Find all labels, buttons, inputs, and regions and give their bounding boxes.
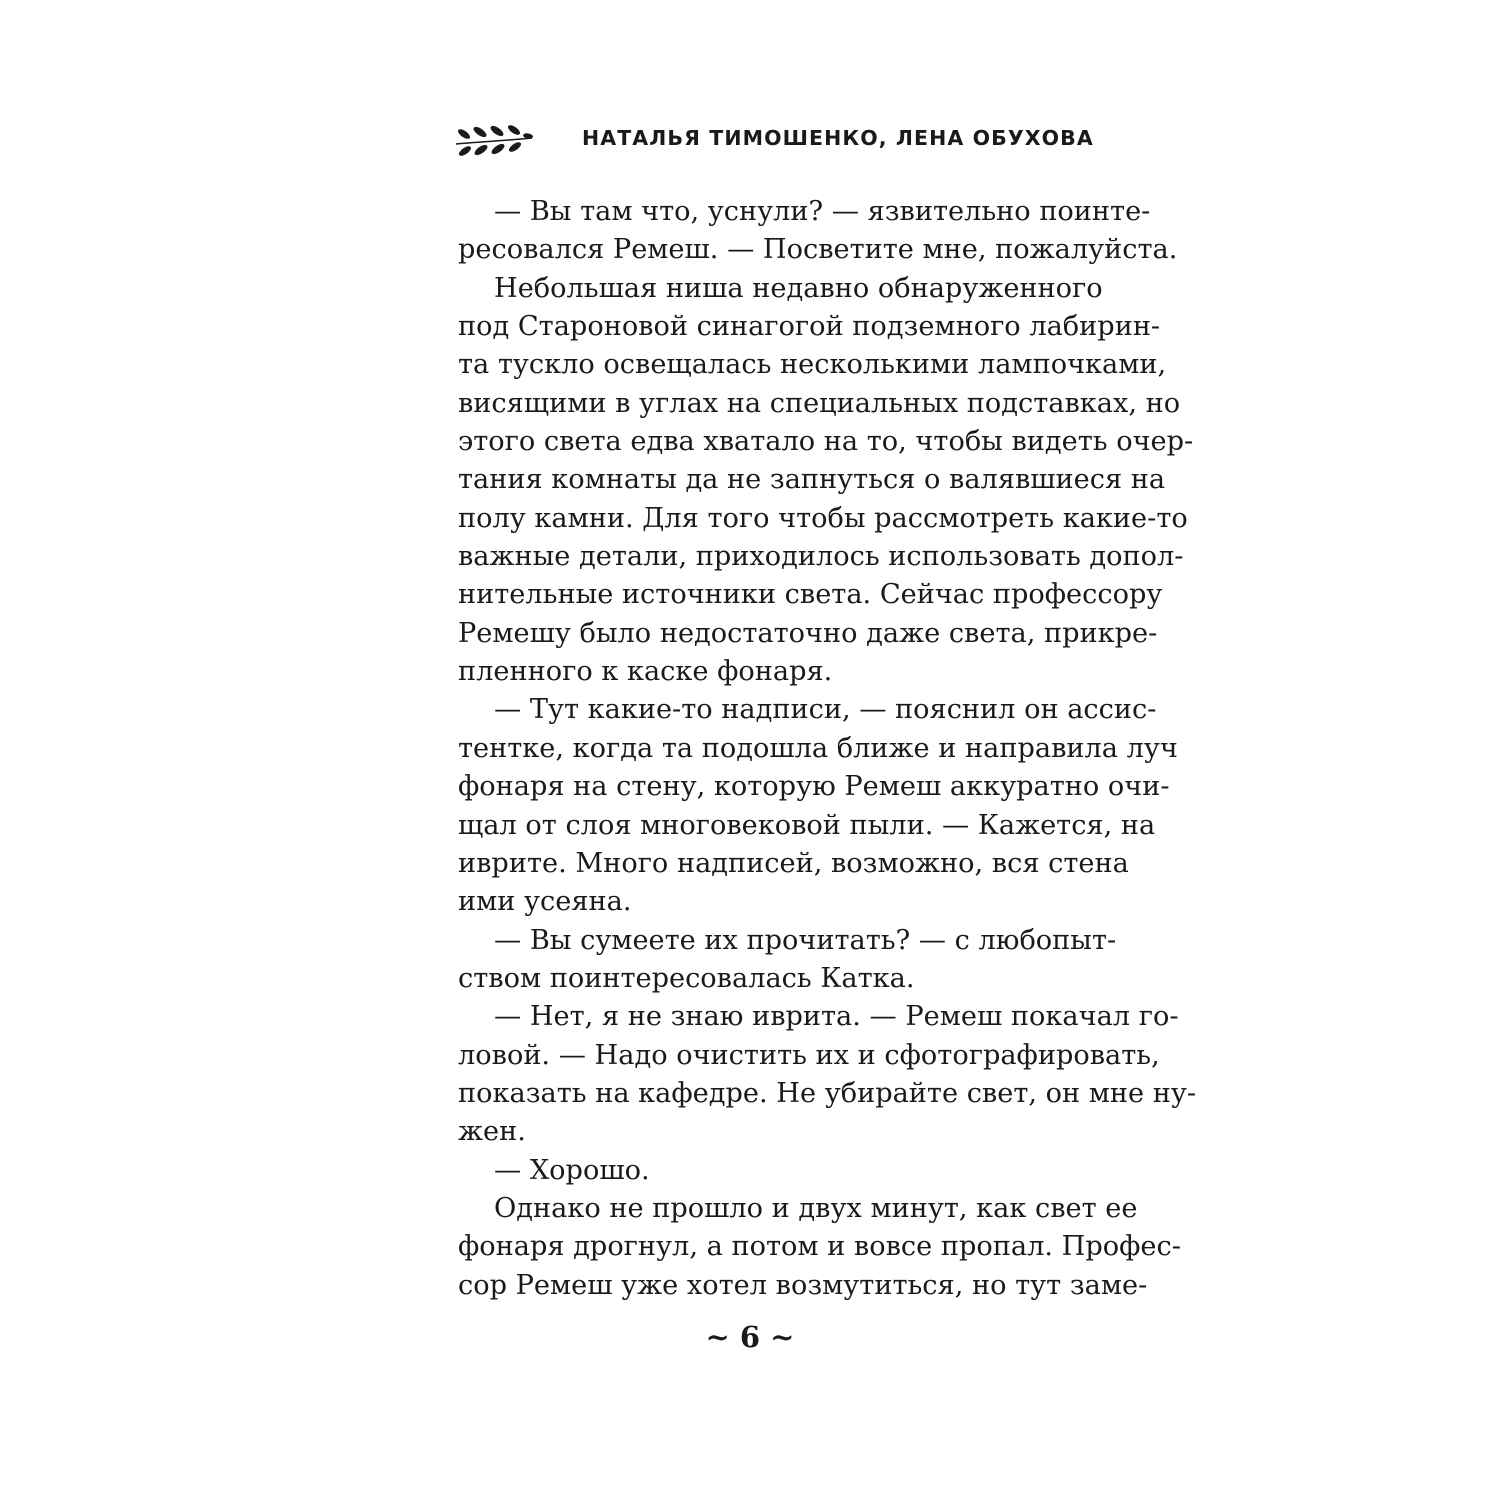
- text-line: ством поинтересовалась Катка.: [458, 962, 915, 994]
- text-line: фонаря на стену, которую Ремеш аккуратно очи-: [458, 771, 1170, 803]
- text-line: иврите. Много надписей, возможно, вся стена: [458, 847, 1129, 879]
- running-title: НАТАЛЬЯ ТИМОШЕНКО, ЛЕНА ОБУХОВА: [582, 126, 1094, 150]
- text-line: — Вы сумеете их прочитать? — с любопыт-: [494, 924, 1117, 956]
- text-line: тентке, когда та подошла ближе и направила луч: [458, 732, 1178, 764]
- text-line: под Староновой синагогой подземного лабирин-: [458, 311, 1161, 343]
- text-line: показать на кафедре. Не убирайте свет, он мне ну-: [458, 1077, 1197, 1109]
- text-line: ими усеяна.: [458, 886, 632, 918]
- page-number: ~ 6 ~: [705, 1320, 795, 1354]
- text-line: полу камни. Для того чтобы рассмотреть какие-то: [458, 502, 1188, 534]
- text-line: щал от слоя многовековой пыли. — Кажется, на: [458, 809, 1156, 841]
- text-line: Небольшая ниша недавно обнаруженного: [494, 272, 1103, 304]
- text-line: — Нет, я не знаю иврита. — Ремеш покачал го-: [494, 1001, 1179, 1033]
- text-line: Однако не прошло и двух минут, как свет ее: [494, 1192, 1138, 1224]
- text-line: нительные источники света. Сейчас профессору: [458, 579, 1163, 611]
- body-text: [458, 193, 1197, 1305]
- text-line: фонаря дрогнул, а потом и вовсе пропал. Профес-: [458, 1231, 1181, 1263]
- text-line: ресовался Ремеш. — Посветите мне, пожалуйста.: [458, 234, 1178, 266]
- text-line: тания комнаты да не запнуться о валявшиеся на: [458, 464, 1166, 496]
- text-line: висящими в углах на специальных подставках, но: [458, 387, 1181, 419]
- laurel-branch-icon: [452, 120, 534, 160]
- text-line: Ремешу было недостаточно даже света, прикре-: [458, 617, 1158, 649]
- text-line: важные детали, приходилось использовать допол-: [458, 541, 1184, 573]
- text-line: этого света едва хватало на то, чтобы видеть очер-: [458, 426, 1194, 458]
- text-line: сор Ремеш уже хотел возмутиться, но тут заме-: [458, 1269, 1148, 1301]
- text-line: жен.: [458, 1116, 526, 1148]
- text-line: — Хорошо.: [494, 1154, 650, 1186]
- text-line: та тускло освещалась несколькими лампочками,: [458, 349, 1167, 381]
- text-line: пленного к каске фонаря.: [458, 656, 833, 688]
- text-line: ловой. — Надо очистить их и сфотографировать,: [458, 1039, 1160, 1071]
- text-line: — Тут какие-то надписи, — пояснил он ассис-: [494, 694, 1157, 726]
- running-head: [452, 120, 1094, 160]
- text-line: — Вы там что, уснули? — язвительно поинте-: [494, 196, 1151, 227]
